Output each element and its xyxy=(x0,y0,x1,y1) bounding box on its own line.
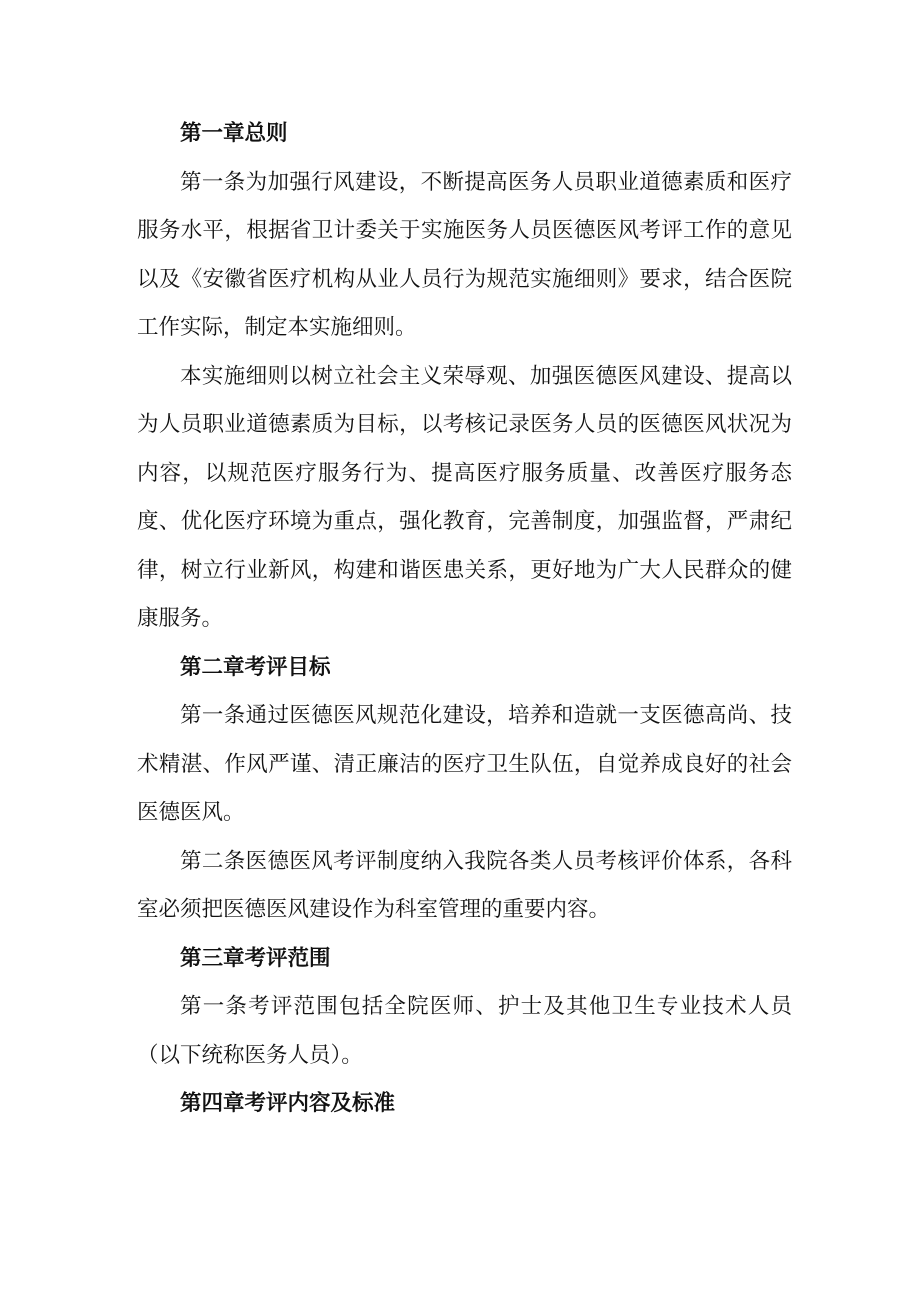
chapter-3-heading: 第三章考评范围 xyxy=(180,945,331,971)
chapter-2-heading: 第二章考评目标 xyxy=(180,654,331,680)
chapter-3-article-1: 第一条考评范围包括全院医师、护士及其他卫生专业技术人员（以下统称医务人员）。 xyxy=(137,994,792,1068)
chapter-2-article-2: 第二条医德医风考评制度纳入我院各类人员考核评价体系，各科室必须把医德医风建设作为科室管理的重要内容。 xyxy=(137,848,792,922)
chapter-1-article-1: 第一条为加强行风建设，不断提高医务人员职业道德素质和医疗服务水平，根据省卫计委关于实施医务人员医德医风考评工作的意见以及《安徽省医疗机构从业人员行为规范实施细则》要求，结合医院工作实际，制定本实施细则。 xyxy=(137,169,792,340)
chapter-1-paragraph-2: 本实施细则以树立社会主义荣辱观、加强医德医风建设、提高以为人员职业道德素质为目标，以考核记录医务人员的医德医风状况为内容，以规范医疗服务行为、提高医疗服务质量、改善医疗服务态度、优化医疗环境为重点，强化教育，完善制度，加强监督，严肃纪律，树立行业新风，构建和谐医患关系，更好地为广大人民群众的健康服务。 xyxy=(137,363,792,631)
document-body xyxy=(137,110,792,1129)
chapter-2-article-1: 第一条通过医德医风规范化建设，培养和造就一支医德高尚、技术精湛、作风严谨、清正廉洁的医疗卫生队伍，自觉养成良好的社会医德医风。 xyxy=(137,703,792,825)
chapter-4-heading: 第四章考评内容及标准 xyxy=(180,1091,396,1116)
chapter-1-heading: 第一章总则 xyxy=(180,121,288,146)
